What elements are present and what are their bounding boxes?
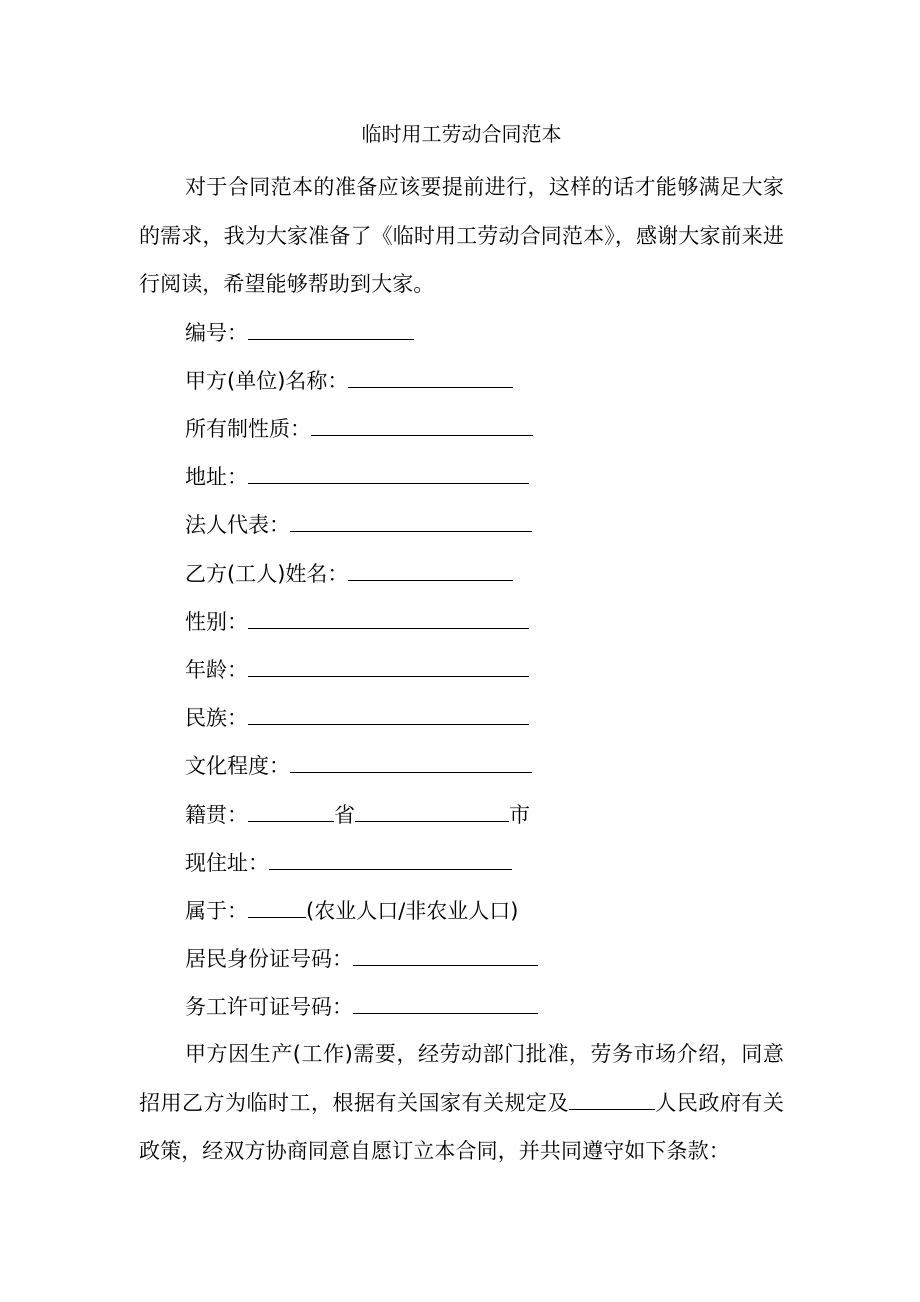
field-belongs-to-label: 属于： [185,899,248,923]
field-id-number-blank[interactable] [353,941,538,966]
field-party-b-name [185,556,513,588]
field-serial-blank[interactable] [248,315,414,340]
field-serial-label: 编号： [185,321,248,345]
field-legal-rep [185,507,532,539]
field-legal-rep-label: 法人代表： [185,513,290,537]
closing-text-2: 人民政府有关政策，经双方协商同意自愿订立本合同，并共同遵守如下条款： [139,1090,784,1163]
field-age-blank[interactable] [248,652,529,677]
closing-text-1: 甲方因生产(工作)需要，经劳动部门批准，劳务市场介绍，同意招用乙方为临时工，根据有关国家有关规定及 [139,1042,784,1115]
field-ethnicity-blank[interactable] [248,700,529,725]
field-serial [185,315,414,347]
field-gender [185,604,529,636]
field-work-permit-blank[interactable] [353,989,538,1014]
field-native-place-label: 籍贯： [185,803,248,827]
field-party-b-name-label: 乙方(工人)姓名： [185,562,349,586]
field-native-city-label: 市 [509,803,530,827]
closing-paragraph [139,1030,784,1176]
field-work-permit [185,989,538,1021]
field-education-blank[interactable] [290,748,532,773]
field-education-label: 文化程度： [185,754,290,778]
field-legal-rep-blank[interactable] [290,507,532,532]
field-work-permit-label: 务工许可证号码： [185,995,353,1019]
field-party-a-name-blank[interactable] [348,363,513,388]
field-native-province-label: 省 [334,803,355,827]
intro-paragraph: 对于合同范本的准备应该要提前进行，这样的话才能够满足大家的需求，我为大家准备了《临时用工劳动合同范本》，感谢大家前来进行阅读，希望能够帮助到大家。 [139,175,784,296]
field-id-number-label: 居民身份证号码： [185,947,353,971]
field-ownership [185,411,533,443]
field-ethnicity [185,700,529,732]
field-native-province-blank[interactable] [248,797,334,822]
field-belongs-to [185,893,518,925]
document-title: 临时用工劳动合同范本 [361,122,562,146]
field-current-address-label: 现住址： [185,851,269,875]
field-native-place [185,797,530,829]
field-ethnicity-label: 民族： [185,706,248,730]
field-party-b-name-blank[interactable] [348,556,513,581]
field-current-address [185,845,512,877]
field-ownership-label: 所有制性质： [185,417,311,441]
field-address-label: 地址： [185,465,248,489]
field-belongs-to-options: (农业人口/非农业人口) [306,899,519,923]
field-current-address-blank[interactable] [269,845,512,870]
field-address-blank[interactable] [248,459,529,484]
field-age [185,652,529,684]
field-party-a-name [185,363,513,395]
field-age-label: 年龄： [185,658,248,682]
field-education [185,748,532,780]
field-native-city-blank[interactable] [355,797,509,822]
field-gender-label: 性别： [185,610,248,634]
closing-government-blank[interactable] [569,1087,655,1110]
field-party-a-name-label: 甲方(单位)名称： [185,369,349,393]
field-ownership-blank[interactable] [311,411,533,436]
field-id-number [185,941,538,973]
field-address [185,459,529,491]
field-gender-blank[interactable] [248,604,529,629]
field-belongs-to-blank[interactable] [248,893,306,918]
